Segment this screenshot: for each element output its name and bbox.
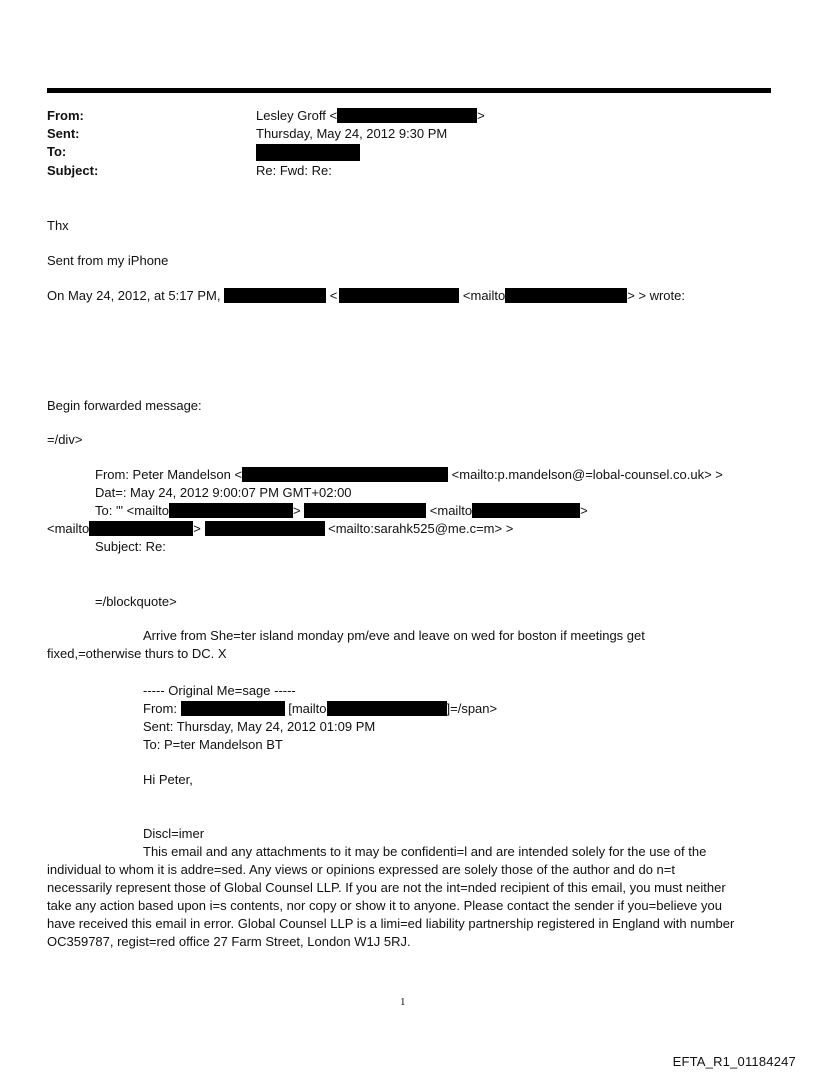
disclaimer-line-5: have received this email in error. Global Counsel LLP is a limi=ed liability partnership registered in England with number bbox=[47, 916, 735, 931]
fwd-subject: Subject: Re: bbox=[95, 539, 166, 554]
disclaimer-line-6: OC359787, regist=red office 27 Farm Street, London W1J 5RJ. bbox=[47, 934, 411, 949]
page-number: 1 bbox=[400, 996, 406, 1008]
subject-value: Re: Fwd: Re: bbox=[256, 163, 332, 178]
wrote-suffix: > > wrote: bbox=[627, 288, 685, 303]
redaction-box bbox=[337, 108, 477, 123]
disclaimer-line-3: necessarily represent those of Global Counsel LLP. If you are not the int=nded recipient of this email, you must neither bbox=[47, 880, 726, 895]
fwd-cc-line bbox=[47, 521, 513, 537]
fwd-from-prefix: From: Peter Mandelson < bbox=[95, 467, 243, 482]
begin-forwarded: Begin forwarded message: bbox=[47, 398, 202, 413]
div-artifact: =/div> bbox=[47, 432, 83, 447]
fwd-sarah-mailto: <mailto:sarahk525@me.c=m> > bbox=[328, 521, 514, 536]
fwd-gt3: > bbox=[193, 521, 201, 536]
orig-from-line bbox=[143, 701, 497, 717]
body-signature: Sent from my iPhone bbox=[47, 253, 169, 268]
redaction-box bbox=[224, 288, 326, 303]
fwd-to-prefix: To: "' <mailto bbox=[95, 503, 169, 518]
from-value bbox=[256, 108, 485, 124]
wrote-prefix: On May 24, 2012, at 5:17 PM, bbox=[47, 288, 221, 303]
header-rule bbox=[47, 88, 771, 93]
fwd-to-gt2: > bbox=[580, 503, 588, 518]
fwd-to-mailto2: <mailto bbox=[429, 503, 473, 518]
wrote-mailto: <mailto bbox=[462, 288, 506, 303]
redaction-box bbox=[242, 467, 448, 482]
orig-to: To: P=ter Mandelson BT bbox=[143, 737, 283, 752]
from-name: Lesley Groff < bbox=[256, 108, 338, 123]
disclaimer-line-2: individual to whom it is addre=sed. Any views or opinions expressed are solely those of the author and do n=t bbox=[47, 862, 675, 877]
redaction-box bbox=[472, 503, 580, 518]
fwd-to-gt1: > bbox=[292, 503, 301, 518]
wrote-lt: < bbox=[329, 288, 338, 303]
orig-mailto: [mailto bbox=[288, 701, 327, 716]
redaction-box bbox=[505, 288, 627, 303]
fwd-mailto3: <mailto bbox=[47, 521, 90, 536]
sent-value: Thursday, May 24, 2012 9:30 PM bbox=[256, 126, 448, 141]
arrive-line-2: fixed,=otherwise thurs to DC. X bbox=[47, 646, 227, 661]
from-end: > bbox=[477, 108, 485, 123]
fwd-from-line bbox=[95, 467, 723, 483]
disclaimer-line-4: take any action based upon i=s contents, nor copy or show it to anyone. Please contact the sender if you=believe you bbox=[47, 898, 722, 913]
fwd-date: Dat=: May 24, 2012 9:00:07 PM GMT+02:00 bbox=[95, 485, 352, 500]
redaction-box bbox=[89, 521, 193, 536]
redaction-box bbox=[339, 288, 459, 303]
orig-sent: Sent: Thursday, May 24, 2012 01:09 PM bbox=[143, 719, 376, 734]
redaction-box bbox=[304, 503, 426, 518]
redaction-box bbox=[205, 521, 325, 536]
body-thx: Thx bbox=[47, 218, 69, 233]
orig-from-label: From: bbox=[143, 701, 177, 716]
blockquote-artifact: =/blockquote> bbox=[95, 594, 177, 609]
to-label: To: bbox=[47, 144, 67, 159]
orig-span-artifact: ]=/span> bbox=[446, 701, 498, 716]
arrive-line-1: Arrive from She=ter island monday pm/eve and leave on wed for boston if meetings get bbox=[143, 628, 645, 643]
greeting: Hi Peter, bbox=[143, 772, 193, 787]
redaction-box bbox=[327, 701, 447, 716]
fwd-to-line bbox=[95, 503, 588, 519]
disclaimer-title: Discl=imer bbox=[143, 826, 205, 841]
wrote-line bbox=[47, 288, 685, 304]
from-label: From: bbox=[47, 108, 84, 123]
fwd-from-mailto: <mailto:p.mandelson@=lobal-counsel.co.uk> > bbox=[451, 467, 723, 482]
redaction-box bbox=[169, 503, 293, 518]
disclaimer-line-1: This email and any attachments to it may be confidenti=l and are intended solely for the use of the bbox=[143, 844, 707, 859]
orig-header: ----- Original Me=sage ----- bbox=[143, 683, 296, 698]
subject-label: Subject: bbox=[47, 163, 99, 178]
redaction-box bbox=[181, 701, 285, 716]
sent-label: Sent: bbox=[47, 126, 80, 141]
document-id: EFTA_R1_01184247 bbox=[672, 1054, 796, 1069]
redaction-box bbox=[256, 144, 360, 161]
to-value bbox=[256, 144, 360, 162]
